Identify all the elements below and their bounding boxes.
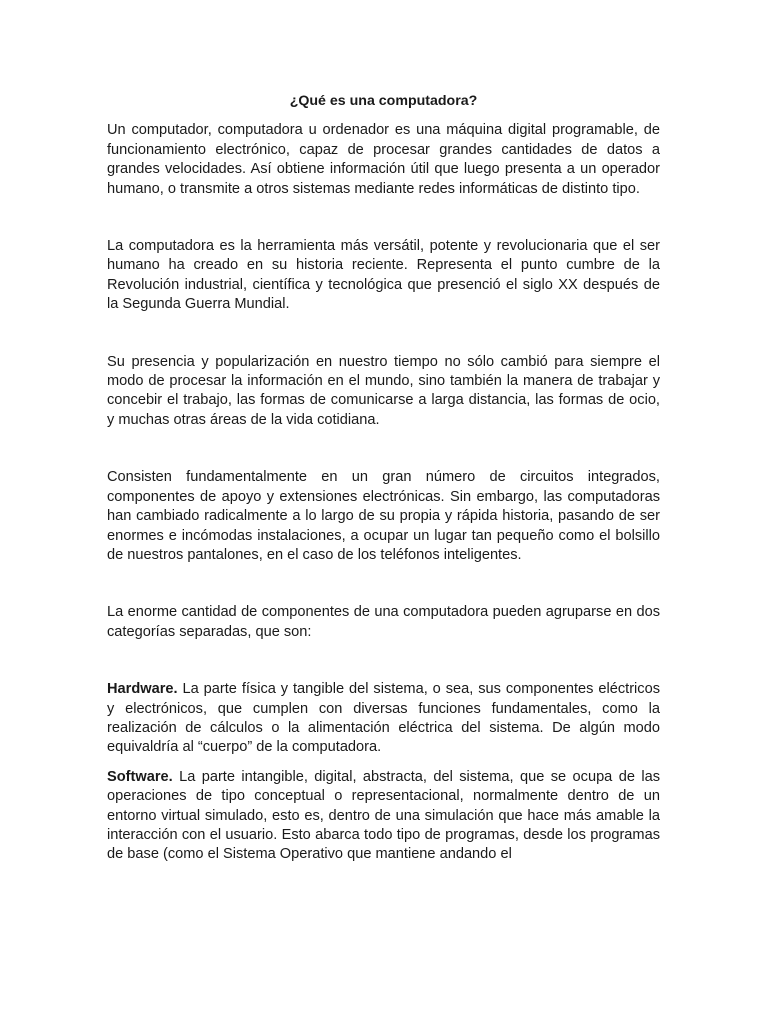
paragraph-definition: Un computador, computadora u ordenador es una máquina digital programable, de funcionamiento electrónico, capaz de procesar grandes cantidades de datos a grandes velocidades. Así obtiene información útil que luego presenta a un operador humano, o transmite a otros sistemas mediante redes informáticas de distinto tipo. xyxy=(107,122,660,197)
paragraph-versatility: La computadora es la herramienta más versátil, potente y revolucionaria que el ser humano ha creado en su historia reciente. Representa el punto cumbre de la Revolución industrial, científica y tecnológica que presenció el siglo XX después de la Segunda Guerra Mundial. xyxy=(107,238,660,313)
software-description: La parte intangible, digital, abstracta, del sistema, que se ocupa de las operaciones de tipo conceptual o representacional, normalmente dentro de un entorno virtual simulado, esto es, dentro de una simulación que hace más amable la interacción con el usuario. Esto abarca todo tipo de programas, desde los programas de base (como el Sistema Operativo que mantiene andando el xyxy=(107,768,660,863)
document-title: ¿Qué es una computadora? xyxy=(289,93,478,109)
document-page xyxy=(107,92,660,865)
paragraph-hardware xyxy=(107,680,660,758)
paragraph-components: Consisten fundamentalmente en un gran número de circuitos integrados, componentes de apoyo y extensiones electrónicas. Sin embargo, las computadoras han cambiado radicalmente a lo largo de su propia y rápida historia, pasando de ser enormes e incómodas instalaciones, a ocupar un lugar tan pequeño como el bolsillo de nuestros pantalones, en el caso de los teléfonos inteligentes. xyxy=(107,469,660,563)
software-term: Software. xyxy=(107,768,173,785)
hardware-description: La parte física y tangible del sistema, o sea, sus componentes eléctricos y electrónicos, que cumplen con diversas funciones fundamentales, como la realización de cálculos o la alimentación eléctrica del sistema. De algún modo equivaldría al “cuerpo” de la computadora. xyxy=(107,681,660,756)
paragraph-popularization: Su presencia y popularización en nuestro tiempo no sólo cambió para siempre el modo de procesar la información en el mundo, sino también la manera de trabajar y concebir el trabajo, las formas de comunicarse a larga distancia, las formas de ocio, y muchas otras áreas de la vida cotidiana. xyxy=(107,353,660,428)
paragraph-software xyxy=(107,768,660,865)
hardware-term: Hardware. xyxy=(107,681,178,698)
paragraph-categories: La enorme cantidad de componentes de una computadora pueden agruparse en dos categorías separadas, que son: xyxy=(107,604,660,640)
